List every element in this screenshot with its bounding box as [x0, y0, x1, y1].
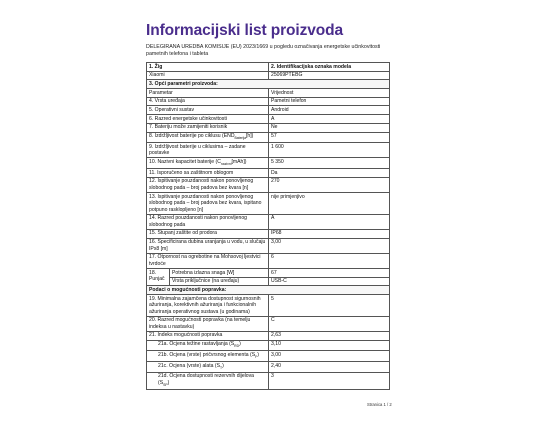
table-row: [147, 192, 390, 214]
table-row: [147, 277, 390, 286]
document-title: Informacijski list proizvoda: [146, 22, 344, 39]
parameter-label: 9. Izdržljivost baterije u ciklusima – zadane postavke: [147, 143, 269, 158]
label-subscript: Baterija: [234, 136, 246, 141]
parameter-value: Android: [269, 106, 390, 115]
parameter-label: [147, 372, 269, 389]
label-text: 21d. Ocjena dostupnosti rezervnih dijelova (S: [158, 373, 254, 386]
parameter-value: 2,63: [269, 331, 390, 340]
table-row: [147, 294, 390, 316]
table-row: [147, 169, 390, 178]
label-text: 10. Nazivni kapacitet baterije (C: [149, 158, 221, 165]
parameter-value: nije primjenjivo: [269, 192, 390, 214]
table-row: [147, 143, 390, 158]
parameter-label: 4. Vrsta uređaja: [147, 97, 269, 106]
table-row: [147, 351, 390, 362]
parameter-value: C: [269, 316, 390, 331]
table-row: [147, 331, 390, 340]
label-text: 21b. Ocjena (vrste) pričvrsnog elementa (S: [158, 351, 256, 358]
parameter-label: [147, 351, 269, 362]
parameter-label: [147, 340, 269, 351]
charger-connector-label: Vrsta priključnice (na uređaju): [170, 277, 269, 286]
table-row: [147, 214, 390, 229]
label-text: ): [167, 379, 170, 386]
parameter-value: 3: [269, 372, 390, 389]
table-row: [147, 177, 390, 192]
table-row: [147, 361, 390, 372]
parameter-label: 16. Specificirana dubina uranjanja u vodu, u slučaju IPx8 [m]: [147, 238, 269, 253]
parameter-label: 19. Minimalna zajamčena dostupnost sigurnosnih ažuriranja, korektivnih ažuriranja i funkcionalnih ažuriranja operativnog sustava (u godinama): [147, 294, 269, 316]
table-row: [147, 80, 390, 89]
charger-power-value: 67: [269, 268, 390, 277]
parameter-value: Ne: [269, 123, 390, 132]
table-row: [147, 89, 390, 98]
table-row: [147, 63, 390, 72]
label-subscript: F: [255, 354, 258, 359]
table-row: [147, 229, 390, 238]
model-label: 2. Identifikacijska oznaka modela: [269, 63, 390, 72]
label-subscript: RD: [234, 344, 240, 349]
parameter-value: 5 350: [269, 158, 390, 169]
table-row: [147, 316, 390, 331]
parameter-value: A: [269, 214, 390, 229]
label-text: [h]): [246, 133, 254, 140]
label-subscript: T: [220, 365, 223, 370]
value-column-header: Vrijednost: [269, 89, 390, 98]
page-number: Stranica 1 / 2: [367, 402, 392, 407]
table-row: [147, 286, 390, 295]
parameter-label: 20. Razred mogućnosti popravka (na temelju indeksa u nastavku): [147, 316, 269, 331]
parameter-label: [147, 158, 269, 169]
parameter-value: 57: [269, 132, 390, 143]
label-text: ): [239, 341, 241, 348]
parameter-value: 2,40: [269, 361, 390, 372]
label-text: [mAh]): [231, 158, 247, 165]
supplier-value: Xiaomi: [147, 71, 269, 80]
table-row: [147, 238, 390, 253]
parameter-label: [147, 132, 269, 143]
charger-power-label: Potrebna izlazna snaga [W]: [170, 268, 269, 277]
table-row: [147, 268, 390, 277]
section-header: Podaci o mogućnosti popravka:: [147, 286, 390, 295]
label-text: 8. Izdržljivost baterije po ciklusu (END: [149, 133, 235, 140]
table-row: [147, 71, 390, 80]
table-row: [147, 340, 390, 351]
parameter-column-header: Parametar: [147, 89, 269, 98]
parameter-value: 3,00: [269, 351, 390, 362]
charger-connector-value: USB-C: [269, 277, 390, 286]
table-row: [147, 158, 390, 169]
parameter-label: 14. Razred pouzdanosti nakon ponovljenog slobodnog pada: [147, 214, 269, 229]
parameter-value: 1 600: [269, 143, 390, 158]
parameter-label: 12. Ispitivanje pouzdanosti nakon ponovljenog slobodnog pada – broj padova bez kvara [n]: [147, 177, 269, 192]
parameter-label: 5. Operativni sustav: [147, 106, 269, 115]
label-text: ): [257, 351, 259, 358]
parameter-value: 5: [269, 294, 390, 316]
supplier-label: 1. Žig: [147, 63, 269, 72]
label-text: 21c. Ocjena (vrste) alata (S: [158, 362, 220, 369]
regulation-reference: DELEGIRANA UREDBA KOMISIJE (EU) 2023/1669 u pogledu označivanja energetske učinkovitosti pametnih telefona i tableta: [146, 44, 381, 58]
parameter-value: 270: [269, 177, 390, 192]
table-row: [147, 253, 390, 268]
table-row: [147, 123, 390, 132]
parameter-label: 21. Indeks mogućnosti popravka: [147, 331, 269, 340]
label-subscript: SP: [163, 382, 168, 387]
parameter-label: 11. Isporučeno sa zaštitnom oblogom: [147, 169, 269, 178]
table-row: [147, 106, 390, 115]
label-text: ): [222, 362, 224, 369]
table-row: [147, 97, 390, 106]
parameter-value: A: [269, 115, 390, 124]
charger-label: 18. Punjač: [147, 268, 170, 285]
label-subscript: nazivni: [220, 162, 232, 166]
table-row: [147, 115, 390, 124]
parameter-label: 13. Ispitivanje pouzdanosti nakon ponovljenog slobodnog pada – broj padova bez kvara, ispitano potpuno rasklopljeno [n]: [147, 192, 269, 214]
parameter-label: 15. Stupanj zaštite od prodora: [147, 229, 269, 238]
table-row: [147, 132, 390, 143]
product-parameters-table: [146, 62, 390, 390]
parameter-value: 6: [269, 253, 390, 268]
parameter-label: 7. Bateriju može zamijeniti korisnik: [147, 123, 269, 132]
parameter-label: 6. Razred energetske učinkovitosti: [147, 115, 269, 124]
parameter-value: Da: [269, 169, 390, 178]
label-text: 21a. Ocjena težine rastavljanja (S: [158, 341, 235, 348]
model-value: 25069PTEBG: [269, 71, 390, 80]
parameter-value: IP68: [269, 229, 390, 238]
parameter-value: Pametni telefon: [269, 97, 390, 106]
table-row: [147, 372, 390, 389]
parameter-label: [147, 361, 269, 372]
section-header: 3. Opći parametri proizvoda:: [147, 80, 390, 89]
parameter-label: 17. Otpornost na ogrebotine na Mohsovoj ljestvici tvrdoće: [147, 253, 269, 268]
parameter-value: 3,10: [269, 340, 390, 351]
parameter-value: 3,00: [269, 238, 390, 253]
